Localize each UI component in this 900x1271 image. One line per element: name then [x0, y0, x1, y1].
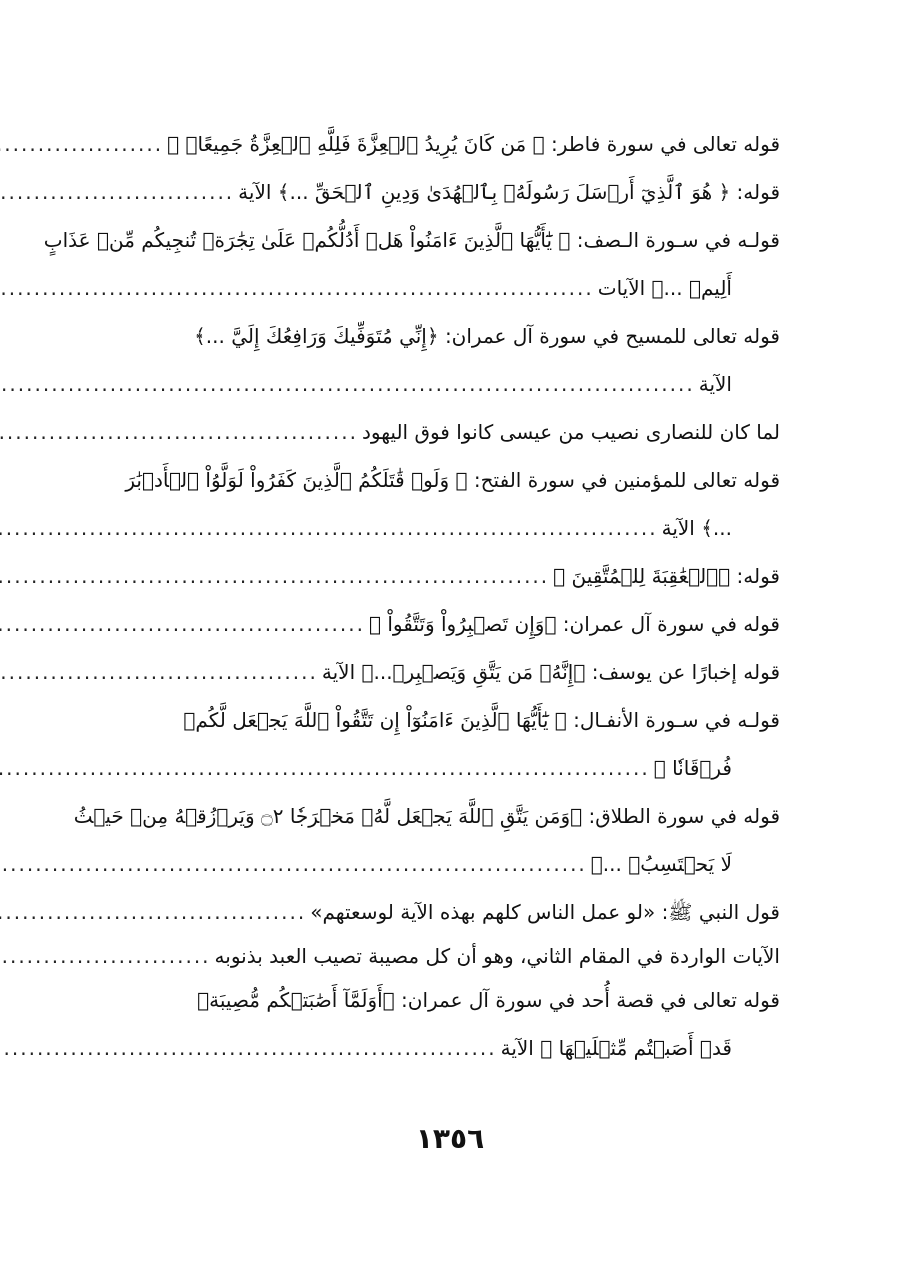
index-entry-continuation — [128, 504, 780, 552]
dot-leader — [0, 648, 322, 696]
entry-text: ...﴾ الآية — [661, 516, 732, 540]
entry-text: قوله تعالى في قصة أُحد في سورة آل عمران: ﴿أَوَلَمَّآ أَصَٰبَتۡكُم مُّصِيبَةٞ — [197, 988, 780, 1012]
index-entry-line — [128, 312, 780, 360]
entry-text: قَدۡ أَصَبۡتُم مِّثۡلَيۡهَا ﴾ الآية — [500, 1036, 732, 1060]
entry-text: فُرۡقَانٗا ﴾ — [653, 756, 732, 780]
index-entry-continuation — [128, 360, 780, 408]
dot-leader — [0, 840, 591, 888]
entry-text: قوله: ﴿ هُوَ ٱلَّذِيٓ أَرۡسَلَ رَسُولَهُۥ بِٱلۡهُدَىٰ وَدِينِ ٱلۡحَقِّ ...﴾ الآية — [238, 180, 780, 204]
index-entry — [128, 408, 780, 456]
index-entry — [128, 648, 780, 696]
dot-leader — [0, 504, 662, 552]
index-entry-continuation — [128, 264, 780, 312]
entry-text: لَا يَحۡتَسِبُۚ ...﴾ — [590, 852, 732, 876]
entry-text: أَلِيمٖ ...﴾ الآيات — [597, 276, 732, 300]
dot-leader — [0, 888, 310, 936]
dot-leader — [0, 600, 369, 648]
dot-leader — [0, 168, 238, 216]
entry-text: قولـه في سـورة الـصف: ﴿ يَٰٓأَيُّهَا ٱلَّذِينَ ءَامَنُواْ هَلۡ أَدُلُّكُمۡ عَلَىٰ تِجَٰرَةٖ تُنجِيكُم مِّنۡ عَذَابٍ — [43, 228, 780, 252]
dot-leader — [0, 744, 654, 792]
dot-leader — [0, 936, 215, 976]
dot-leader — [0, 1024, 501, 1072]
entry-text: قوله تعالى للمسيح في سورة آل عمران: ﴿إِنِّي مُتَوَفِّيكَ وَرَافِعُكَ إِلَيَّ ...﴾ — [194, 324, 780, 348]
dot-leader — [0, 408, 362, 456]
entry-text: الآيات الواردة في المقام الثاني، وهو أن كل مصيبة تصيب العبد بذنوبه — [214, 944, 780, 968]
entry-text: قولـه في سـورة الأنفـال: ﴿ يَٰٓأَيُّهَا ٱلَّذِينَ ءَامَنُوٓاْ إِن تَتَّقُواْ ٱللَّهَ يَجۡعَل لَّكُمۡ — [183, 708, 780, 732]
entry-text: قول النبي ﷺ: «لو عمل الناس كلهم بهذه الآية لوسعتهم» — [310, 900, 780, 924]
entry-text: قوله في سورة آل عمران: ﴿وَإِن تَصۡبِرُواْ وَتَتَّقُواْ ﴾ — [369, 612, 780, 636]
index-entry-line — [125, 456, 780, 504]
dot-leader — [0, 120, 167, 168]
index-entry-continuation — [128, 840, 780, 888]
index-entry-line — [128, 696, 780, 744]
index-entry-continuation — [128, 1024, 780, 1072]
index-entry-line — [73, 792, 780, 840]
entry-text: الآية — [698, 372, 732, 396]
index-entry — [128, 552, 780, 600]
index-entry — [128, 936, 780, 976]
index-entry — [128, 168, 780, 216]
entry-text: قوله: ﴿ٱلۡعَٰقِبَةَ لِلۡمُتَّقِينَ ﴾ — [553, 564, 780, 588]
entry-text: قوله في سورة الطلاق: ﴿وَمَن يَتَّقِ ٱللَّهَ يَجۡعَل لَّهُۥ مَخۡرَجٗا ۝٢ وَيَرۡزُقۡهُ مِنۡ حَيۡثُ — [73, 804, 780, 828]
entry-text: قوله إخبارًا عن يوسف: ﴿إِنَّهُۥ مَن يَتَّقِ وَيَصۡبِرۡ...﴾ الآية — [321, 660, 780, 684]
dot-leader — [0, 552, 553, 600]
index-entry-line — [128, 976, 780, 1024]
index-entry-continuation — [128, 744, 780, 792]
index-entry — [128, 120, 780, 168]
index-entry — [128, 600, 780, 648]
index-entry-line — [43, 216, 780, 264]
entry-text: قوله تعالى للمؤمنين في سورة الفتح: ﴿ وَلَوۡ قَٰتَلَكُمُ ٱلَّذِينَ كَفَرُواْ لَوَلَّوُاْ ٱلۡأَدۡبَٰرَ — [125, 468, 780, 492]
page-folio-number: ١٣٥٦ — [415, 1122, 485, 1155]
index-entry — [128, 888, 780, 936]
dot-leader — [0, 360, 699, 408]
entry-text: قوله تعالى في سورة فاطر: ﴿ مَن كَانَ يُرِيدُ ٱلۡعِزَّةَ فَلِلَّهِ ٱلۡعِزَّةُ جَمِيعًاۚ ﴾ — [167, 132, 780, 156]
entry-text: لما كان للنصارى نصيب من عيسى كانوا فوق اليهود — [361, 420, 780, 444]
dot-leader — [0, 264, 598, 312]
index-entries — [43, 120, 780, 1072]
